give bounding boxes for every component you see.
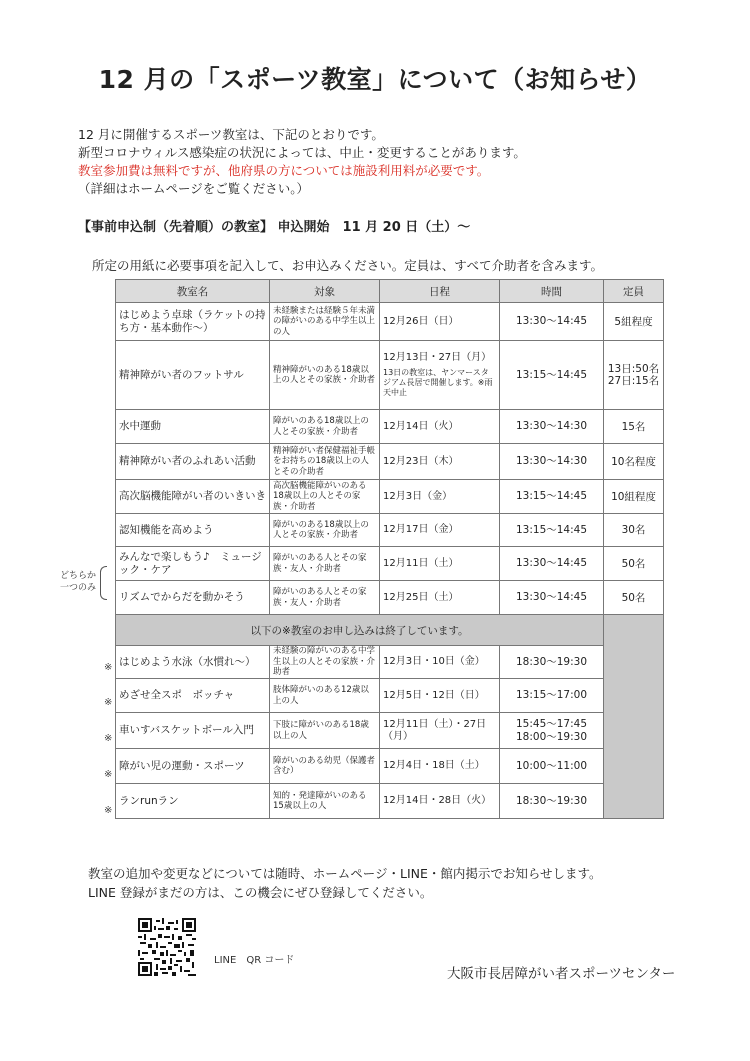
class-target: 障がいのある18歳以上の人とその家族・介助者 — [270, 514, 380, 547]
class-capacity: 13日:50名 27日:15名 — [604, 341, 664, 410]
class-capacity: 50名 — [604, 547, 664, 581]
closed-notice-row — [116, 615, 664, 646]
class-name: 水中運動 — [116, 410, 270, 444]
class-time: 13:30～14:45 — [500, 581, 604, 615]
brace-mark — [100, 566, 107, 600]
class-name: 精神障がい者のフットサル — [116, 341, 270, 410]
class-date: 12月3日（金） — [380, 480, 500, 514]
closed-class-target: 知的・発達障がいのある15歳以上の人 — [270, 784, 380, 819]
class-date: 12月11日（土） — [380, 547, 500, 581]
class-time: 13:30～14:30 — [500, 410, 604, 444]
class-target: 未経験または経験５年未満の障がいのある中学生以上の人 — [270, 303, 380, 341]
class-capacity: 50名 — [604, 581, 664, 615]
footer-line-2: LINE 登録がまだの方は、この機会にぜひ登録してください。 — [88, 885, 433, 900]
page-title: 12 月の「スポーツ教室」について（お知らせ） — [98, 65, 652, 94]
class-target: 精神障がいのある18歳以上の人とその家族・介助者 — [270, 341, 380, 410]
closed-mark: ※ — [104, 662, 113, 673]
class-date: 12月17日（金） — [380, 514, 500, 547]
class-capacity: 10名程度 — [604, 444, 664, 480]
header-capacity: 定員 — [604, 280, 664, 303]
class-target: 障がいのある人とその家族・友人・介助者 — [270, 547, 380, 581]
class-name: みんなで楽しもう♪ ミュージック・ケア — [116, 547, 270, 581]
class-capacity: 5組程度 — [604, 303, 664, 341]
class-time: 13:15～14:45 — [500, 480, 604, 514]
class-date-note: 13日の教室は、ヤンマースタジアム長居で開催します。※雨天中止 — [383, 368, 493, 397]
class-name: 認知機能を高めよう — [116, 514, 270, 547]
closed-mark: ※ — [104, 769, 113, 780]
class-capacity: 30名 — [604, 514, 664, 547]
fee-notice: 教室参加費は無料ですが、他府県の方については施設利用料が必要です。 — [78, 163, 490, 178]
class-target: 精神障がい者保健福祉手帳をお持ちの18歳以上の人とその介助者 — [270, 444, 380, 480]
class-name: 精神障がい者のふれあい活動 — [116, 444, 270, 480]
class-name: はじめよう卓球（ラケットの持ち方・基本動作～） — [116, 303, 270, 341]
intro-line-1: 12 月に開催するスポーツ教室は、下記のとおりです。 — [78, 127, 384, 142]
closed-class-time: 15:45～17:45 18:00～19:30 — [500, 713, 604, 749]
closed-class-date: 12月14日・28日（火） — [380, 784, 500, 819]
closed-class-target: 下肢に障がいのある18歳以上の人 — [270, 713, 380, 749]
class-time: 13:30～14:45 — [500, 303, 604, 341]
closed-class-name: 車いすバスケットボール入門 — [116, 713, 270, 749]
table-row — [116, 581, 664, 615]
table-row — [116, 480, 664, 514]
closed-class-name: めざせ全スポ ボッチャ — [116, 679, 270, 713]
instruction-text: 所定の用紙に必要事項を記入して、お申込みください。定員は、すべて介助者を含みます。 — [92, 258, 604, 273]
class-target: 障がいのある18歳以上の人とその家族・介助者 — [270, 410, 380, 444]
class-target: 障がいのある人とその家族・友人・介助者 — [270, 581, 380, 615]
closed-class-target: 肢体障がいのある12歳以上の人 — [270, 679, 380, 713]
class-date: 12月14日（火） — [380, 410, 500, 444]
section-heading: 【事前申込制（先着順）の教室】 申込開始 11 月 20 日（土）～ — [78, 220, 471, 235]
class-capacity: 10組程度 — [604, 480, 664, 514]
table-row — [116, 547, 664, 581]
closed-class-date: 12月3日・10日（金） — [380, 646, 500, 679]
class-name: 高次脳機能障がい者のいきいき — [116, 480, 270, 514]
closed-class-name: はじめよう水泳（水慣れ～） — [116, 646, 270, 679]
header-name: 教室名 — [116, 280, 270, 303]
header-time: 時間 — [500, 280, 604, 303]
footer-line-1: 教室の追加や変更などについては随時、ホームページ・LINE・館内掲示でお知らせします。 — [88, 866, 602, 881]
table-row — [116, 410, 664, 444]
closed-row — [116, 749, 664, 784]
closed-row — [116, 679, 664, 713]
line-qr-code[interactable] — [138, 918, 196, 976]
class-time: 13:30～14:30 — [500, 444, 604, 480]
table-row — [116, 303, 664, 341]
closed-class-name: 障がい児の運動・スポーツ — [116, 749, 270, 784]
closed-class-target: 未経験の障がいのある中学生以上の人とその家族・介助者 — [270, 646, 380, 679]
closed-mark: ※ — [104, 805, 113, 816]
closed-row — [116, 713, 664, 749]
class-date: 12月26日（日） — [380, 303, 500, 341]
closed-class-time: 13:15～17:00 — [500, 679, 604, 713]
closed-class-time: 18:30～19:30 — [500, 646, 604, 679]
class-capacity: 15名 — [604, 410, 664, 444]
closed-class-time: 10:00～11:00 — [500, 749, 604, 784]
brace-label: どちらか一つのみ — [59, 571, 96, 593]
closed-notice: 以下の※教室のお申し込みは終了しています。 — [116, 615, 604, 646]
class-time: 13:15～14:45 — [500, 341, 604, 410]
table-row — [116, 341, 664, 410]
intro-line-2: 新型コロナウィルス感染症の状況によっては、中止・変更することがあります。 — [78, 145, 526, 160]
table-header-row — [116, 280, 664, 303]
closed-class-date: 12月5日・12日（日） — [380, 679, 500, 713]
class-name: リズムでからだを動かそう — [116, 581, 270, 615]
closed-capacity-blank — [604, 615, 664, 819]
class-target: 高次脳機能障がいのある18歳以上の人とその家族・介助者 — [270, 480, 380, 514]
closed-row — [116, 646, 664, 679]
class-date: 12月13日・27日（月） — [383, 352, 492, 363]
class-time: 13:15～14:45 — [500, 514, 604, 547]
class-time: 13:30～14:45 — [500, 547, 604, 581]
table-row — [116, 514, 664, 547]
organization-name: 大阪市長居障がい者スポーツセンター — [447, 966, 676, 982]
header-target: 対象 — [270, 280, 380, 303]
class-date: 12月23日（木） — [380, 444, 500, 480]
qr-label: LINE QR コード — [214, 955, 295, 966]
closed-class-name: ランrunラン — [116, 784, 270, 819]
closed-mark: ※ — [104, 697, 113, 708]
intro-line-4: （詳細はホームページをご覧ください。） — [78, 181, 310, 196]
closed-row — [116, 784, 664, 819]
closed-class-target: 障がいのある幼児（保護者含む） — [270, 749, 380, 784]
table-row — [116, 444, 664, 480]
class-date-cell — [380, 341, 500, 410]
closed-class-date: 12月4日・18日（土） — [380, 749, 500, 784]
class-date: 12月25日（土） — [380, 581, 500, 615]
header-date: 日程 — [380, 280, 500, 303]
closed-mark: ※ — [104, 733, 113, 744]
schedule-table — [115, 279, 664, 819]
closed-class-date: 12月11日（土）・27日（月） — [380, 713, 500, 749]
closed-class-time: 18:30～19:30 — [500, 784, 604, 819]
